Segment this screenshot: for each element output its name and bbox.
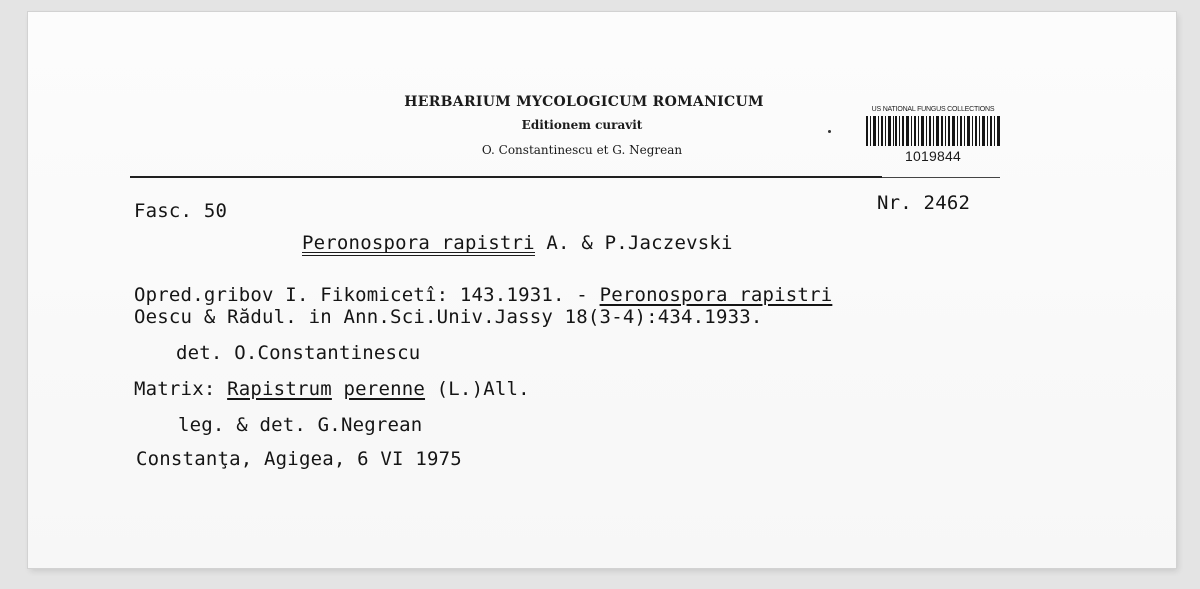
taxon-author: A. & P.Jaczevski [546, 232, 733, 254]
fascicle-number: Fasc. 50 [134, 200, 228, 222]
barcode-number: 1019844 [905, 148, 961, 164]
reference-line-2: Oescu & Rădul. in Ann.Sci.Univ.Jassy 18(3-4):434.1933. [134, 306, 763, 328]
exsiccata-number: Nr. 2462 [877, 192, 971, 214]
collector-line: leg. & det. G.Negrean [178, 414, 423, 436]
matrix-label: Matrix: [134, 378, 216, 400]
barcode-sticker [862, 106, 1004, 168]
reference-1-citation: Opred.gribov I. Fikomicetî: 143.1931. - [134, 284, 588, 306]
taxon-line [302, 232, 733, 256]
locality-date: Constanţa, Agigea, 6 VI 1975 [136, 448, 462, 470]
reference-line-1 [134, 284, 832, 306]
header-rule-extension [882, 177, 1000, 178]
matrix-line [134, 378, 530, 400]
header-rule [130, 176, 882, 178]
collection-editors: O. Constantinescu et G. Negrean [481, 143, 683, 157]
reference-1-taxon: Peronospora rapistri [599, 284, 833, 306]
herbarium-label [28, 12, 1176, 568]
collection-subtitle: Editionem curavit [521, 118, 643, 132]
taxon-name: Peronospora rapistri [302, 232, 535, 254]
matrix-author: (L.)All. [436, 378, 530, 400]
matrix-species: perenne [343, 378, 426, 400]
ink-dot [828, 130, 831, 133]
determiner-line: det. O.Constantinescu [176, 342, 421, 364]
collection-title: HERBARIUM MYCOLOGICUM ROMANICUM [404, 94, 764, 110]
barcode-caption: US NATIONAL FUNGUS COLLECTIONS [871, 106, 995, 113]
matrix-genus: Rapistrum [227, 378, 332, 400]
barcode-icon [866, 116, 1000, 146]
